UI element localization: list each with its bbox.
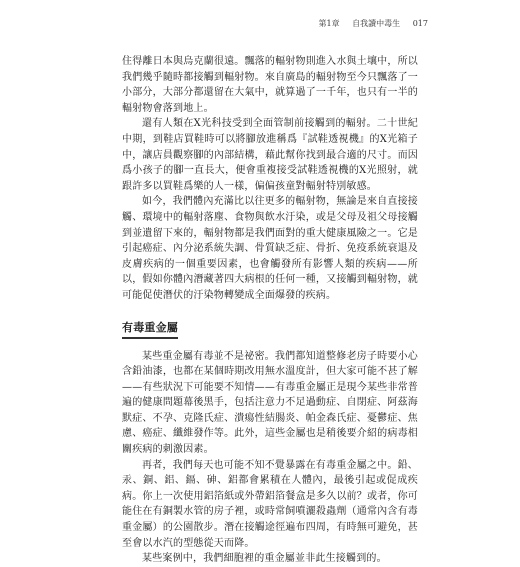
running-header — [309, 18, 428, 29]
body-paragraph: 還有人類在X光科技受到全面管制前接觸到的輻射。二十世紀中期，到鞋店買鞋時可以將腳放進稱爲『試鞋透視機』的X光箱子中，讓店員觀察腳的內部結構，藉此幫你找到最合適的尺寸。而因爲小孩子的腳一直長大，便會重複接受試鞋透視機的X光照射，就跟許多以買鞋爲樂的人一樣，偏偏孩童對輻射特別敏感。 — [122, 118, 418, 192]
section-heading: 有毒重金屬 — [122, 320, 178, 339]
chapter-title: 自我讀中毒生 — [352, 19, 401, 28]
page-body — [122, 54, 418, 567]
body-paragraph: 某些重金屬有毒並不是祕密。我們都知道整修老房子時要小心含鉛油漆，也都在某個時期改用無水溫度計，但大家可能不甚了解——有些狀況下可能要不知情——有毒重金屬正是現今某些非常普遍的健康問題幕後黑手，包括注意力不足過動症、自閉症、阿茲海默症、不孕、克隆氏症、潰瘍性結腸炎、帕金森氏症、憂鬱症、焦慮、癌症、纖維發作等。此外，這些金屬也是稍後要介紹的病毒相關疾病的刺激因素。 — [122, 350, 418, 456]
chapter-number: 第1章 — [318, 19, 340, 28]
body-paragraph: 如今，我們體內充滿比以往更多的輻射物，無論是來自直接接觸、環境中的輻射落塵、食物與飲水汙染，或是父母及祖父母接觸到並遺留下來的，輻射物都是我們面對的重大健康風險之一。它是引起癌症、內分泌系統失調、骨質缺乏症、骨折、免疫系統衰退及皮膚疾病的一個重要因素，也會觸發所有影響人類的疾病——所以，假如你體內潛藏著四大病根的任何一種，又接觸到輻射物，就可能促使潛伏的汙染物轉變成全面爆發的疾病。 — [122, 196, 418, 301]
body-paragraph: 某些案例中，我們細胞裡的重金屬並非此生接觸到的。 — [142, 553, 387, 565]
page-number: 017 — [412, 19, 428, 28]
body-paragraph: 住得離日本與烏克蘭很遠。飄落的輻射物則進入水與土壤中，所以我們幾乎隨時都接觸到輻射物。來自廣島的輻射物至今只飄落了一小部分，大部分都還留在大氣中，就算過了一千年，也只有一半的輻射物會落到地上。 — [122, 56, 418, 114]
body-paragraph: 再者，我們每天也可能不知不覺暴露在有毒重金屬之中。鉛、汞、銅、鋁、鎘、砷、鋁都會累積在人體內，最後引起或促成疾病。你上一次使用鋁箔紙或外帶鋁箔餐盒是多久以前？或者，你可能住在有銅製水管的房子裡，或時常飼噴灑殺蟲劑（通常內含有毒重金屬）的公園散步。潛在接觸途徑遍布四周，有時無可避免，甚至會以水汽的型態從天而降。 — [122, 459, 418, 549]
